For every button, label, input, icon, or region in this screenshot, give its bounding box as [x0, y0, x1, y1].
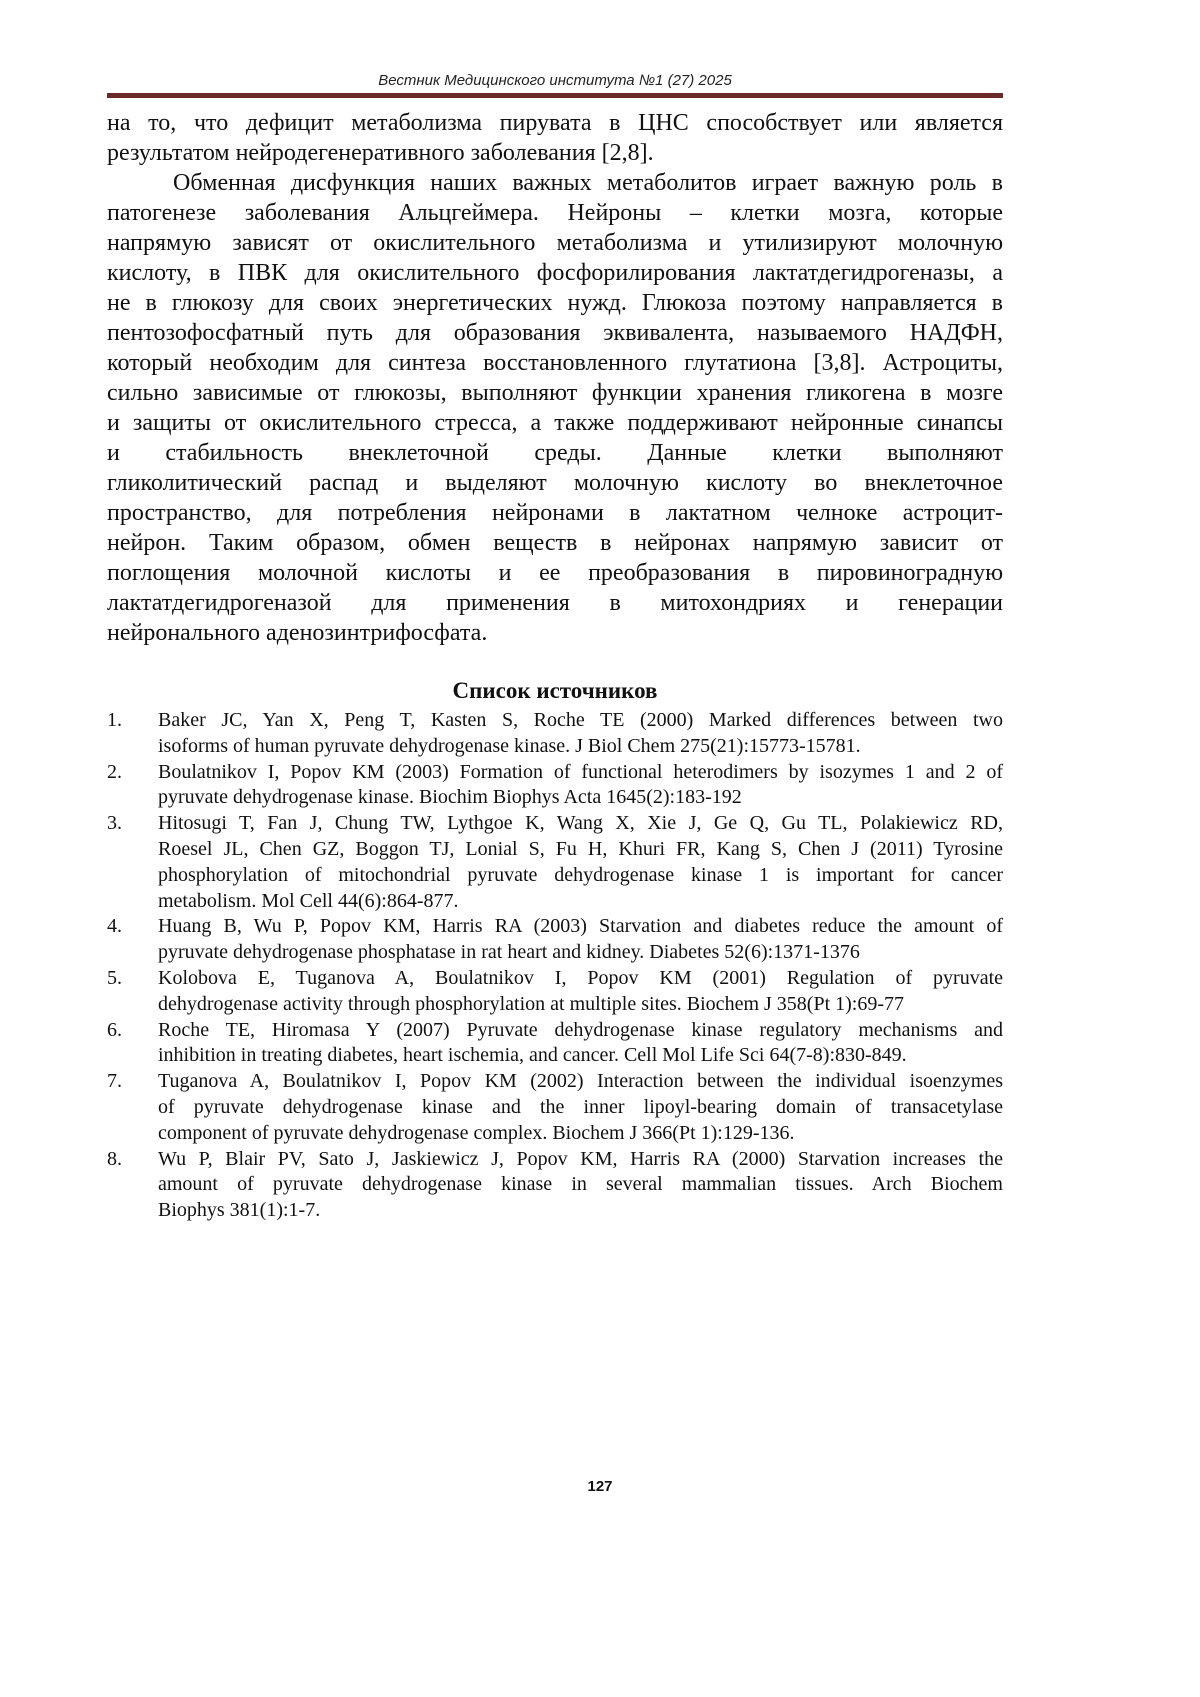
reference-number: 3. [107, 811, 158, 914]
article-body [107, 108, 1003, 648]
reference-line: phosphorylation of mitochondrial pyruvate dehydrogenase kinase 1 is important for cancer [158, 863, 1003, 889]
text-line: кислоту, в ПВК для окислительного фосфорилирования лактатдегидрогеназы, а [107, 258, 1003, 288]
reference-item [107, 708, 1003, 760]
reference-line: dehydrogenase activity through phosphorylation at multiple sites. Biochem J 358(Pt 1):69-77 [158, 992, 1003, 1018]
reference-item [107, 1069, 1003, 1146]
text-line: который необходим для синтеза восстановленного глутатиона [3,8]. Астроциты, [107, 348, 1003, 378]
text-line: поглощения молочной кислоты и ее преобразования в пировиноградную [107, 558, 1003, 588]
text-line: на то, что дефицит метаболизма пирувата в ЦНС способствует или является [107, 108, 1003, 138]
reference-text [158, 1147, 1003, 1224]
text-line: напрямую зависят от окислительного метаболизма и утилизируют молочную [107, 228, 1003, 258]
reference-line: Baker JC, Yan X, Peng T, Kasten S, Roche TE (2000) Marked differences between two [158, 708, 1003, 734]
reference-line: pyruvate dehydrogenase phosphatase in rat heart and kidney. Diabetes 52(6):1371-1376 [158, 940, 1003, 966]
reference-text [158, 914, 1003, 966]
reference-number: 1. [107, 708, 158, 760]
reference-line: component of pyruvate dehydrogenase complex. Biochem J 366(Pt 1):129-136. [158, 1121, 1003, 1147]
journal-header: Вестник Медицинского института №1 (27) 2025 [107, 72, 1003, 89]
reference-line: Tuganova A, Boulatnikov I, Popov KM (2002) Interaction between the individual isoenzymes [158, 1069, 1003, 1095]
header-rule [107, 93, 1003, 98]
reference-text [158, 966, 1003, 1018]
reference-number: 4. [107, 914, 158, 966]
reference-line: amount of pyruvate dehydrogenase kinase in several mammalian tissues. Arch Biochem [158, 1172, 1003, 1198]
text-line: пентозофосфатный путь для образования эквивалента, называемого НАДФН, [107, 318, 1003, 348]
paragraph [107, 168, 1003, 648]
text-line: нейрон. Таким образом, обмен веществ в нейронах напрямую зависит от [107, 528, 1003, 558]
reference-line: isoforms of human pyruvate dehydrogenase kinase. J Biol Chem 275(21):15773-15781. [158, 734, 1003, 760]
reference-text [158, 1069, 1003, 1146]
text-line: результатом нейродегенеративного заболевания [2,8]. [107, 138, 1003, 168]
reference-line: Wu P, Blair PV, Sato J, Jaskiewicz J, Popov KM, Harris RA (2000) Starvation increases the [158, 1147, 1003, 1173]
document-page [0, 0, 1200, 1697]
paragraph [107, 108, 1003, 168]
reference-text [158, 811, 1003, 914]
reference-item [107, 1147, 1003, 1224]
reference-number: 6. [107, 1018, 158, 1070]
text-line: Обменная дисфункция наших важных метаболитов играет важную роль в [107, 168, 1003, 198]
text-line: нейронального аденозинтрифосфата. [107, 618, 1003, 648]
reference-number: 7. [107, 1069, 158, 1146]
reference-line: Kolobova E, Tuganova A, Boulatnikov I, Popov KM (2001) Regulation of pyruvate [158, 966, 1003, 992]
reference-line: Boulatnikov I, Popov KM (2003) Formation of functional heterodimers by isozymes 1 and 2 of [158, 760, 1003, 786]
references-list [107, 708, 1003, 1224]
reference-line: metabolism. Mol Cell 44(6):864-877. [158, 889, 1003, 915]
reference-item [107, 966, 1003, 1018]
text-line: не в глюкозу для своих энергетических нужд. Глюкоза поэтому направляется в [107, 288, 1003, 318]
reference-text [158, 760, 1003, 812]
text-line: и стабильность внеклеточной среды. Данные клетки выполняют [107, 438, 1003, 468]
reference-line: Roesel JL, Chen GZ, Boggon TJ, Lonial S, Fu H, Khuri FR, Kang S, Chen J (2011) Tyrosine [158, 837, 1003, 863]
page-number: 127 [0, 1478, 1200, 1495]
text-line: лактатдегидрогеназой для применения в митохондриях и генерации [107, 588, 1003, 618]
reference-line: Huang B, Wu P, Popov KM, Harris RA (2003) Starvation and diabetes reduce the amount of [158, 914, 1003, 940]
reference-line: pyruvate dehydrogenase kinase. Biochim Biophys Acta 1645(2):183-192 [158, 785, 1003, 811]
text-line: сильно зависимые от глюкозы, выполняют функции хранения гликогена в мозге [107, 378, 1003, 408]
reference-line: of pyruvate dehydrogenase kinase and the inner lipoyl-bearing domain of transacetylase [158, 1095, 1003, 1121]
reference-line: Biophys 381(1):1-7. [158, 1198, 1003, 1224]
reference-text [158, 1018, 1003, 1070]
reference-text [158, 708, 1003, 760]
reference-number: 5. [107, 966, 158, 1018]
reference-line: Hitosugi T, Fan J, Chung TW, Lythgoe K, Wang X, Xie J, Ge Q, Gu TL, Polakiewicz RD, [158, 811, 1003, 837]
text-line: патогенезе заболевания Альцгеймера. Нейроны – клетки мозга, которые [107, 198, 1003, 228]
reference-item [107, 914, 1003, 966]
reference-number: 2. [107, 760, 158, 812]
reference-item [107, 811, 1003, 914]
reference-line: inhibition in treating diabetes, heart ischemia, and cancer. Cell Mol Life Sci 64(7-8):830-849. [158, 1043, 1003, 1069]
references-title: Список источников [107, 678, 1003, 704]
text-line: и защиты от окислительного стресса, а также поддерживают нейронные синапсы [107, 408, 1003, 438]
text-line: пространство, для потребления нейронами в лактатном челноке астроцит- [107, 498, 1003, 528]
reference-item [107, 760, 1003, 812]
reference-line: Roche TE, Hiromasa Y (2007) Pyruvate dehydrogenase kinase regulatory mechanisms and [158, 1018, 1003, 1044]
text-line: гликолитический распад и выделяют молочную кислоту во внеклеточное [107, 468, 1003, 498]
reference-number: 8. [107, 1147, 158, 1224]
reference-item [107, 1018, 1003, 1070]
